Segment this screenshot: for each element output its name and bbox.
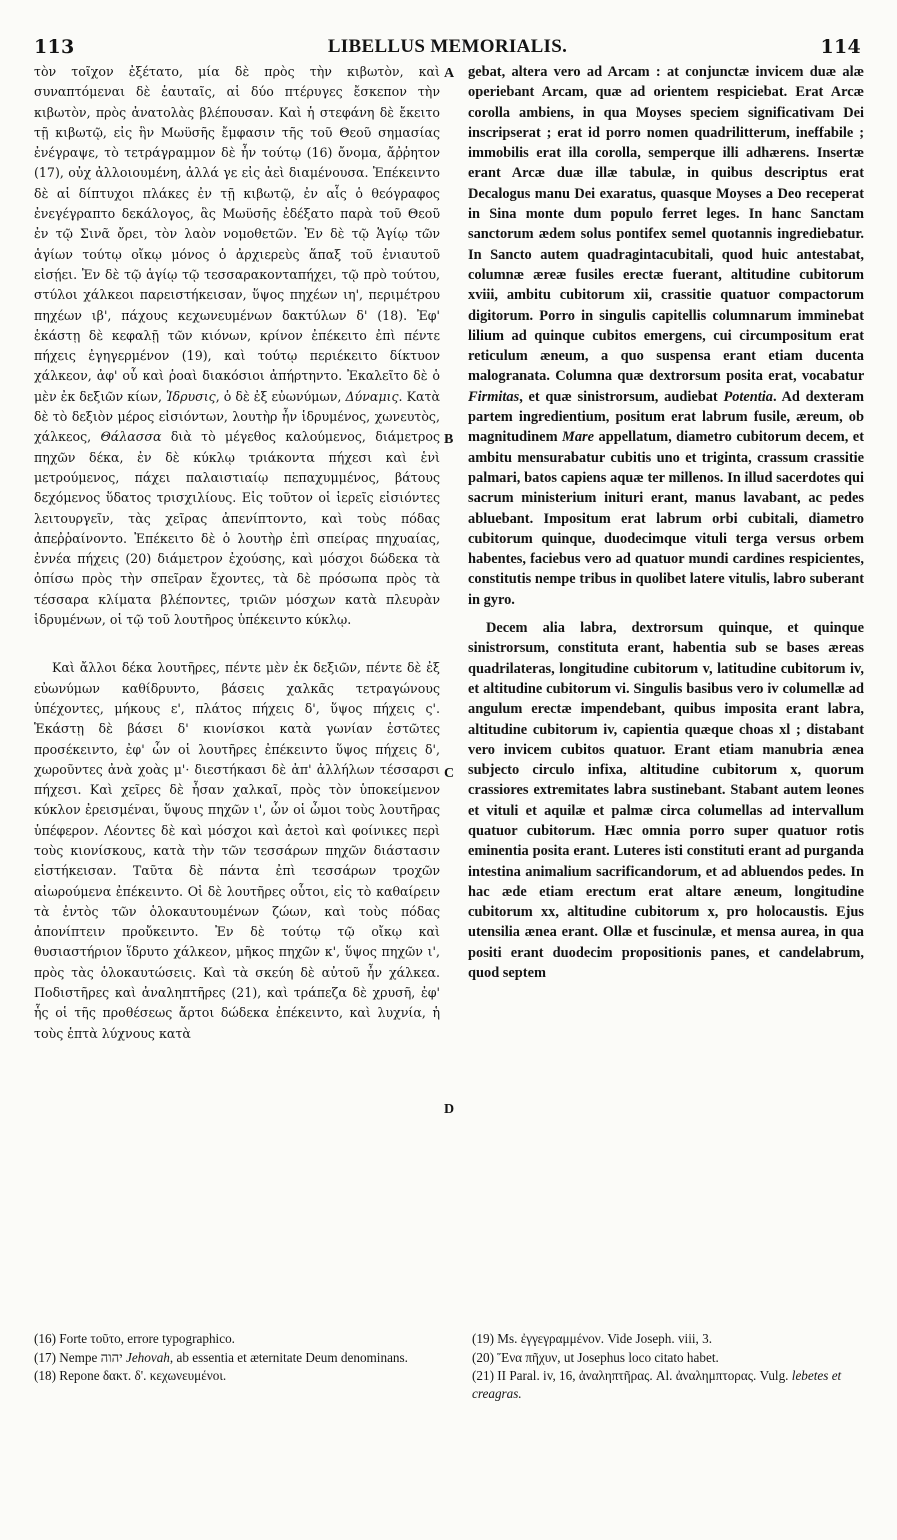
latin-column bbox=[468, 62, 864, 983]
greek-column bbox=[34, 62, 440, 1044]
latin-paragraph-1 bbox=[468, 62, 864, 610]
latin-paragraph-2: Decem alia labra, dextrorsum quinque, et quinque sinistrorsum, constituta erant, habentia sub se bases æreas quadrilateras, longitudine cubitorum v, latitudine cubitorum iv, et altitudine cubitorum vi. Singulis basibus vero iv columellæ ad angulum erectæ impendebant, quibus imposita erant labra, altitudine cubitorum iv, capientia quæque choas xl ; distabant vero invicem cubitos quatuor. Erant etiam manubria ænea subjecto circulo infixa, altitudine cubitorum x, quorum crassiores extremitates labra sustinebant. Stabant autem leones et vituli et aquilæ et palmæ circa columellas ad intervallum quatuor cubitorum. Hæc omnia porro super quatuor rotis eminentia posita erant. Luteres isti constituti erant ad purganda intestina animalium sacrificandorum, et ad abluendos pedes. In hac æde etiam erectum erat altare æneum, longitudine cubitorum xx, altitudine cubitorum x, pro holocaustis. Ejus utensilia ænea erant. Ollæ et fuscinulæ, et mensa aurea, in qua positi erant duodecim propositionis panes, et candelabrum, quod septem bbox=[468, 620, 864, 982]
greek-text: διὰ τὸ μέγεθος καλούμενος, διάμετρος πηχῶν δέκα, ἐν δὲ κύκλῳ τριάκοντα πήχεσι καὶ ἑνὶ μετρούμενος, πάχει παλαιστιαίῳ πεπαχυμμένος, βάτους δεχόμενος ὕδατος τρισχιλίους. Εἰς τοῦτον οἱ ἱερεῖς εἰσιόντες λειτουργεῖν, τὰς χεῖρας ἀπενίπτοντο, καὶ τοὺς πόδας ἀπεῤῥαίνοντο. Ἐπέκειτο δὲ ὁ λουτὴρ ἐπὶ σπείρας πηχυαίας, ἐννέα πήχεις (20) διάμετρον ἐχούσης, καὶ μόσχοι δώδεκα τὰ ὀπίσω πρὸς τὴν σπεῖραν ἔχοντες, τὰ δὲ πρόσωπα πρὸς τὰ τέσσαρα κλίματα βλέποντες, τριῶν μόσχων κατὰ πλευρὰν ἱδρυμένων, οἱ τῷ τοῦ λουτῆρος ὑπέκειντο κύκλῳ. bbox=[34, 429, 440, 628]
footnote-16: (16) Forte τοῦτο, errore typographico. bbox=[34, 1331, 235, 1346]
margin-letter-c: C bbox=[444, 766, 455, 781]
latin-text: . Ad dexteram partem ingredientium, positum erat labrum fusile, æreum, ob magnitudinem bbox=[468, 388, 864, 446]
page-number-left: 113 bbox=[34, 36, 75, 58]
greek-paragraph-2: Καὶ ἄλλοι δέκα λουτῆρες, πέντε μὲν ἐκ δεξιῶν, πέντε δὲ ἐξ εὐωνύμων καθίδρυντο, βάσεις χαλκᾶς τετραγώνους ὑπέχοντες, μήκους ε', πλάτος πήχεις δ', ὕψος πήχεις ς'. Ἑκάστῃ δὲ βάσει δ' κιονίσκοι κατὰ γωνίαν ἑστῶτες προσέκειντο, ἐφ' ὧν οἱ λουτῆρες ἐπέκειντο ὕψος πήχεις δ', χωροῦντες ἀνὰ χοὰς μ'· διεστήκασι δὲ ἀπ' ἀλλήλων τέσσαρσι πήχεσι. Καὶ χεῖρες δὲ ἦσαν χαλκαῖ, πρὸς τὸν ὑποκείμενον κύκλον ἐρεισμέναι, ὕψους πηχῶν ι', ὧν οἱ ὦμοι τοὺς λουτῆρας ὑπέφερον. Λέοντες δὲ καὶ μόσχοι καὶ ἀετοὶ καὶ φοίνικες περὶ τοὺς κιονίσκους, κατὰ τὴν τῶν τεσσάρων πηχῶν διάστασιν εἱστήκεισαν. Ταῦτα δὲ πάντα ἐπὶ τεσσάρων τροχῶν αἰωρούμενα ἐπέκειντο. Οἱ δὲ λουτῆρες οὗτοι, εἰς τὸ καθαίρειν τὰ ἐντὸς τῶν ὁλοκαυτουμένων ζώων, καὶ τοὺς πόδας ἀπονίπτειν προὔκειντο. Ἐν δὲ τούτῳ τῷ οἴκῳ καὶ θυσιαστήριον ἵδρυτο χάλκεον, μῆκος πηχῶν κ', ὕψος πηχῶν ι', πρὸς τὰς ὁλοκαυτώσεις. Καὶ τὰ σκεύη δὲ αὐτοῦ ἦν χάλκεα. Ποδιστῆρες καὶ ἀναληπτῆρες (21), καὶ τράπεζα δὲ χρυσῆ, ἐφ' ἧς οἱ τῆς προθέσεως ἄρτοι δώδεκα ἐπέκειντο, καὶ λυχνία, ἡ τοὺς ἑπτὰ λύχνους κατὰ bbox=[34, 660, 440, 1041]
footnote-italic: Jehovah bbox=[125, 1349, 170, 1365]
footnotes-left bbox=[34, 1330, 436, 1386]
footnote-19: (19) Ms. ἐγγεγραμμένον. Vide Joseph. viii, 3. bbox=[472, 1331, 713, 1346]
footnotes-right bbox=[472, 1330, 864, 1403]
greek-italic-term: Ἱδρυσις bbox=[166, 388, 216, 404]
running-title: LIBELLUS MEMORIALIS. bbox=[327, 36, 568, 57]
page-header bbox=[34, 36, 861, 60]
greek-paragraph-1 bbox=[34, 62, 440, 630]
greek-text: . Κατὰ δὲ τὸ δεξιὸν μέρος εἰσιόντων, λουτὴρ ἦν ἱδρυμένος, χωνευτὸς, χάλκεος, bbox=[34, 388, 440, 445]
greek-italic-term: Θάλασσα bbox=[100, 429, 162, 445]
footnote-17 bbox=[34, 1349, 436, 1367]
latin-italic-term: Potentia bbox=[723, 388, 774, 405]
greek-text: τὸν τοῖχον ἐξέτατο, μία δὲ πρὸς τὴν κιβωτὸν, καὶ συναπτόμεναι δὲ ἑαυταῖς, αἱ δύο πτέρυγες ἔσκεπον τὴν κιβωτὸν, πρὸς ἀνατολὰς βλέπουσαν. Καὶ ἡ στεφάνη δὲ ἔκειτο τῇ κιβωτῷ, εἰς ἣν Μωϋσῆς ἔμφασιν τῆς τοῦ Θεοῦ σημασίας ἐνέγραψε, τὸ τετράγραμμον δὲ ἦν τούτῳ (16) ὄνομα, ἄῤῥητον (17), οὐχ ἀλλοιουμένη, ἀλλά γε εἰς ἀεὶ διαμένουσα. Ἐπέκειντο δὲ αἱ δίπτυχοι πλάκες ἐν τῇ κιβωτῷ, ἐν αἷς ὁ θεόγραφος ἐνεγέγραπτο δεκάλογος, ἃς Μωϋσῆς ἐδέξατο παρὰ τοῦ Θεοῦ ἐν τῷ Σινᾶ ὄρει, τὸν λαὸν νομοθετῶν. Ἐν δὲ τῷ Ἁγίῳ τῶν ἁγίων τούτῳ οἴκῳ μόνος ὁ ἀρχιερεὺς ἅπαξ τοῦ ἐνιαυτοῦ εἰσῄει. Ἐν δὲ τῷ ἁγίῳ τῷ τεσσαρακονταπήχει, τῷ πρὸ τούτου, στύλοι χάλκεοι παρειστήκεισαν, ὕψος πηχέων ιη', περιμέτρου πηχέων ιβ', πάχους κεχωνευμένων δακτύλων δ' (18). Ἐφ' ἑκάστῃ δὲ κεφαλῇ τῶν κιόνων, κρίνον ἐπέκειτο ἐπὶ πέντε πήχεις ἐγηγερμένον (19), καὶ τούτῳ περιέκειτο δίκτυον χάλκεον, ἀφ' οὗ καὶ ῥοαὶ διακόσιοι ἀπήρτηντο. Ἐκαλεῖτο δὲ ὁ μὲν ἐκ δεξιῶν κίων, bbox=[34, 64, 440, 404]
greek-text: , ὁ δὲ ἐξ εὐωνύμων, bbox=[215, 388, 342, 404]
latin-text: , et quæ sinistrorsum, audiebat bbox=[519, 388, 718, 405]
footnote-18: (18) Repone δακτ. δ'. κεχωνευμένοι. bbox=[34, 1368, 227, 1383]
margin-letter-b: B bbox=[444, 432, 454, 447]
margin-letter-d: D bbox=[444, 1102, 455, 1117]
footnote-20: (20) Ἕνα πῆχυν, ut Josephus loco citato habet. bbox=[472, 1349, 719, 1365]
latin-text: gebat, altera vero ad Arcam : at conjunctæ invicem duæ alæ operiebant Arcam, quæ ad orientem respiciebat. Erat Arcæ corolla ambiens, in qua Moyses speciem significativam Dei inscripserat ; erat id porro nomen quadrilitterum, ineffabile ; immobilis erat illa corolla, semperque illi adhærens. Insertæ erant Arcæ duæ illæ tabulæ, in quibus descriptus erat Decalogus manu Dei exaratus, quasque Moyses a Deo receperat in Sina monte dum populo ferret leges. In hanc Sanctam sanctorum ædem solus pontifex semel quotannis ingrediebatur. In Sancto autem quadragintacubitali, quod huic antestabat, columnæ æreæ fusiles erectæ fuerant, altitudine cubitorum xviii, ambitu cubitorum xii, crassitie quatuor compactorum digitorum. Porro in singulis capitellis columnarum imminebat lilium ad quinque cubitos emergens, cui circumpositum erat reticulum æneum, a quo suspensa erant etiam ducenta malogranata. Columna quæ dextrorsum posita erat, vocabatur bbox=[468, 64, 864, 385]
footnote-italic: lebetes et creagras. bbox=[472, 1368, 842, 1401]
page-number-right: 114 bbox=[820, 36, 861, 58]
footnote-text: , ab essentia et æternitate Deum denominans. bbox=[169, 1349, 408, 1365]
margin-letter-a: A bbox=[444, 66, 455, 81]
footnote-text: (21) II Paral. iv, 16, ἀναληπτῆρας. Al. ἀναλημπτορας. Vulg. bbox=[472, 1368, 789, 1383]
greek-italic-term: Δύναμις bbox=[345, 388, 399, 404]
latin-italic-term: Firmitas bbox=[468, 388, 520, 405]
footnote-text: (17) Nempe יהוה bbox=[34, 1349, 123, 1365]
latin-italic-term: Mare bbox=[562, 429, 595, 446]
footnote-21 bbox=[472, 1367, 864, 1402]
latin-text: appellatum, diametro cubitorum decem, et ambitu mensurabatur cubitis uno et triginta, crassum crassitie palmari, batos capiens aquæ ter millenos. In illud sacerdotes qui sacrum ministerium inituri erant, manus lavabant, ac pedes abluebant. Impositum erat labrum orbi cubitali, diametro cubitorum quinque, duodecimque vituli terga versus orbem habentes, faciebus vero ad quatuor mundi cardines respicientes, constitutis nempe tribus in quolibet latere vitulis, labro suberant in gyro. bbox=[468, 429, 864, 608]
